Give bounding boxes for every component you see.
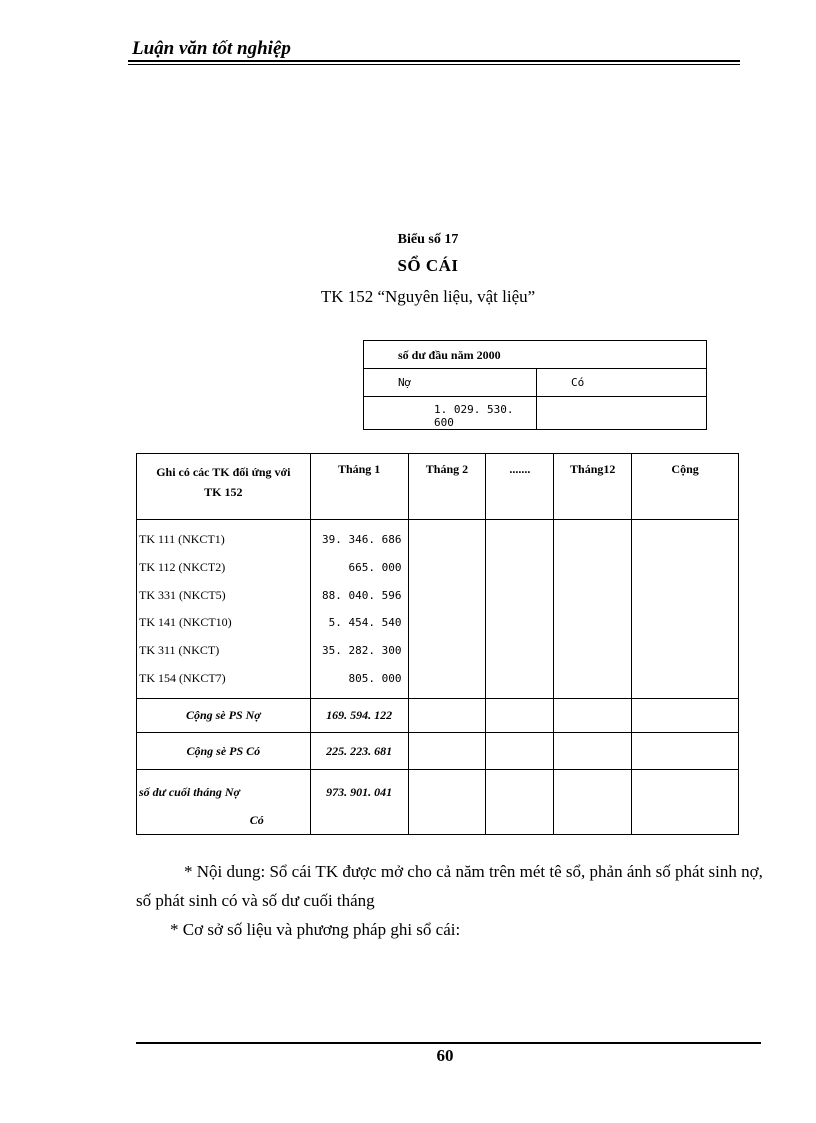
ledger-body-row bbox=[137, 520, 739, 699]
list-item-value: 665. 000 bbox=[348, 560, 402, 574]
header-rule bbox=[128, 60, 740, 62]
total-values bbox=[632, 520, 739, 699]
opening-credit-value bbox=[537, 397, 707, 430]
account-title: TK 152 “Nguyên liệu, vật liệu” bbox=[320, 287, 536, 306]
debit-total-value: 169. 594. 122 bbox=[310, 699, 408, 733]
header-total: Cộng bbox=[632, 454, 739, 520]
method-paragraph: * Cơ sở số liệu và phương pháp ghi sổ cái: bbox=[170, 920, 461, 939]
ending-credit-label: Có bbox=[249, 813, 264, 827]
credit-total-value: 225. 223. 681 bbox=[310, 733, 408, 770]
header-month-2: Tháng 2 bbox=[408, 454, 486, 520]
ending-balance-value: 973. 901. 041 bbox=[310, 770, 408, 835]
header-contra-line1: Ghi có các TK đối ứng với bbox=[156, 465, 291, 479]
content-paragraph: * Nội dung: Sổ cái TK được mở cho cả năm trên mét tê sổ, phản ánh số phát sinh nợ, số phát sinh có và số dư cuối tháng bbox=[136, 862, 763, 910]
list-item: TK 331 (NKCT5) bbox=[139, 587, 226, 602]
list-item: TK 112 (NKCT2) bbox=[139, 559, 226, 574]
list-item: TK 141 (NKCT10) bbox=[139, 615, 232, 630]
ending-debit-label: số dư cuối tháng Nợ bbox=[139, 785, 240, 799]
header-rule-thin bbox=[128, 64, 740, 65]
header-month-12: Tháng12 bbox=[554, 454, 632, 520]
month-2-values bbox=[408, 520, 486, 699]
list-item-value: 88. 040. 596 bbox=[322, 588, 402, 602]
opening-balance-table bbox=[363, 340, 707, 430]
ending-balance-label bbox=[137, 770, 311, 835]
footer-rule bbox=[136, 1042, 761, 1044]
list-item-value: 5. 454. 540 bbox=[328, 616, 402, 630]
list-item: TK 154 (NKCT7) bbox=[139, 670, 226, 685]
header-month-1: Tháng 1 bbox=[310, 454, 408, 520]
page-number: 60 bbox=[436, 1046, 454, 1065]
list-item-value: 805. 000 bbox=[348, 671, 402, 685]
header-title: Luận văn tốt nghiệp bbox=[132, 38, 291, 59]
form-number: Biểu số 17 bbox=[397, 232, 459, 247]
list-item: TK 311 (NKCT) bbox=[139, 643, 220, 658]
list-item-value: 39. 346. 686 bbox=[322, 533, 402, 546]
debit-label: Nợ bbox=[364, 369, 537, 397]
opening-debit-value: 1. 029. 530. 600 bbox=[364, 397, 537, 430]
ledger-header-row bbox=[137, 454, 739, 520]
month-12-values bbox=[554, 520, 632, 699]
header-ellipsis: ....... bbox=[486, 454, 554, 520]
month-1-values bbox=[310, 520, 408, 699]
page-title: SỔ CÁI bbox=[397, 256, 459, 275]
account-list bbox=[137, 520, 311, 699]
ledger-table bbox=[136, 453, 739, 835]
list-item: TK 111 (NKCT1) bbox=[139, 532, 225, 546]
credit-total-row bbox=[137, 733, 739, 770]
credit-label: Có bbox=[537, 369, 707, 397]
credit-total-label: Cộng sè PS Có bbox=[137, 733, 311, 770]
list-item-value: 35. 282. 300 bbox=[322, 644, 402, 658]
ending-balance-row bbox=[137, 770, 739, 835]
opening-balance-label: số dư đầu năm 2000 bbox=[364, 341, 707, 369]
header-contra-line2: TK 152 bbox=[204, 485, 243, 499]
ellipsis-values bbox=[486, 520, 554, 699]
debit-total-label: Cộng sè PS Nợ bbox=[137, 699, 311, 733]
header-contra-account bbox=[137, 454, 311, 520]
debit-total-row bbox=[137, 699, 739, 733]
